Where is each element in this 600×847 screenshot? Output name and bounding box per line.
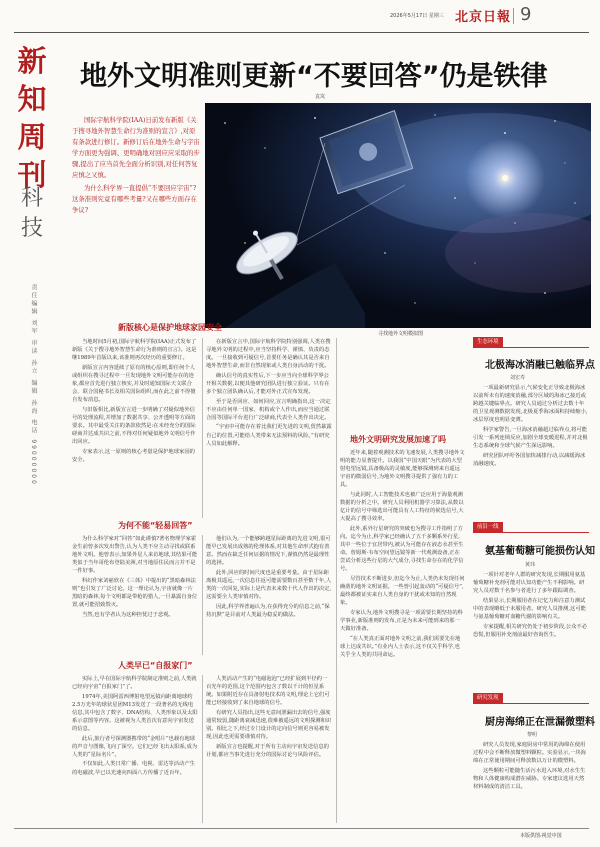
masthead — [0, 0, 600, 32]
photo-credit: 本版供图:视觉中国 — [520, 833, 562, 839]
section-subname — [12, 184, 52, 244]
image-caption: 寻找地外文明模拟图 — [378, 331, 424, 337]
sidebar-tag: 研究发现 — [473, 693, 503, 703]
intro-paragraph: 国际宇航科学院(IAA)日前发布新版《关于搜寻地外智慧生命行为准则的宣言》,对原有条款进行修订。新修订后在地外生命与宇宙学方面更为强调、更明确地对回应应采取的步骤,提出了应当首先全面分析识别,对任何答复应慎之又慎。 — [72, 116, 200, 179]
column-divider — [202, 535, 203, 655]
sidebar-author: 刘宏寿 — [510, 375, 526, 381]
sidebar-headline: 氨基葡萄糖可能损伤认知 — [485, 546, 595, 557]
tag-rule — [473, 347, 589, 348]
section-char: 新 — [17, 44, 47, 78]
masthead-rule — [14, 32, 589, 33]
subheading-3: 人类早已“自报家门” — [118, 661, 193, 670]
column-divider — [202, 675, 203, 823]
body-column: 近年来,随着观测技术的飞速发展,人类搜寻地外文明的能力显著提升。以我国“中国天眼”为代表的大型射电望远镜,具备极高的灵敏度,能够探测到来自遥远宇宙的微弱信号,为地外文明搜寻提供了强有力的工具。 与此同时,人工智能技术也被广泛应用于海量观测数据的分析之中。研究人员利用机器学习算法,从数以亿计的信号中筛选出可能具有人工特征的候选信号,大大提高了搜寻效率。 此外,系外行星研究的突破也为搜寻工作指明了方向。迄今为止,科学家已经确认了五千多颗系外行星,其中一些位于宜居带内,被认为可能存在液态水甚至生命。詹姆斯·韦布空间望远镜等新一代观测设备,正在尝试分析这些行星的大气成分,寻找生命存在的化学信号。 尽管技术不断进步,但迄今为止,人类仍未发现任何确凿的地外文明证据。一些曾引起轰动的“可疑信号”,最终都被证实来自人类自身的干扰或未知的自然现象。 专家认为,地外文明搜寻是一项需要长期坚持的科学事业,新版准则的发布,正是为未来可能到来的那一天做好准备。 “在人类真正面对地外文明之前,我们需要先在地球上达成共识。”有业内人士表示,这不仅关乎科学,也关乎全人类的共同命运。 — [340, 450, 465, 658]
sidebar-body: 研究人员发现,家庭厨房中常用的海绵在使用过程中会不断释放微塑料颗粒。实验显示,一块海绵在正常使用期间可释放数以万计的微塑料。 这些颗粒可能随生活污水进入环境,对水生生物和人体健康构成潜在威胁。专家建议选用天然材料制成的清洁工具。 — [473, 742, 586, 790]
space-scene-illustration — [205, 103, 591, 328]
issue-date: 2026年5月17日 星期三 — [390, 13, 444, 19]
bottom-rule — [14, 828, 589, 829]
masthead-divider — [513, 8, 514, 24]
sidebar-headline: 厨房海绵正在泄漏微塑料 — [485, 717, 595, 728]
section-sub-char: 科 — [20, 186, 43, 211]
section-char: 知 — [17, 82, 47, 116]
hero-image — [205, 103, 591, 328]
section-band — [12, 34, 54, 814]
section-char: 刊 — [17, 158, 47, 192]
page-number: 9 — [520, 4, 532, 25]
headline: 地外文明准则更新“不要回答”仍是铁律 — [80, 61, 548, 92]
body-column: 实际上,早在国际宇航科学院制定准则之前,人类就已经向宇宙“自报家门”了。 1974年,美国阿雷西博射电望远镜向距离地球约2.5万光年的球状星团M13发送了一段著名的无线电信息,其中包含了数字、DNA结构、人类形象以及太阳系示意图等内容。这被视为人类首次有意向宇宙发送的信息。 此后,旅行者号探测器携带的“金唱片”也载有地球的声音与图像,飞向了深空。它们已经飞出太阳系,成为人类的“星际名片”。 不仅如此,人类日常广播、电视、雷达等活动产生的电磁波,早已以光速向四面八方传播了近百年。 — [72, 676, 198, 776]
section-name — [12, 42, 52, 192]
body-column: 为什么科学家对“回答”如此谨慎?著名物理学家霍金生前曾多次发出警告,认为人类不应主动寻找或联系地外文明。他曾表示,如果外星人来访地球,其结果可能类似于当年哥伦布登陆美洲,对当地原住民而言并不是一件好事。 科幻作家刘慈欣在《三体》中提出的“黑暗森林法则”也引发了广泛讨论。这一理论认为,宇宙就像一片黑暗的森林,每个文明都是带枪的猎人,一旦暴露自身位置,就可能招致毁灭。 当然,也有学者认为这种担忧过于悲观。 — [72, 536, 198, 618]
byline: 袁岚 — [315, 94, 326, 100]
section-sub-char: 技 — [20, 216, 43, 241]
sidebar-body: 一项最新研究显示,气候变化正导致北极海冰以前所未有的速度消融,部分区域的海冰已接近或跨越关键临界点。研究人员通过分析过去数十年的卫星观测数据发现,北极夏季海冰面积持续缩小,冰层厚度也明显变薄。 科学家警告,一旦海冰消融超过临界点,将可能引发一系列连锁反应,加剧全球变暖进程,并对北极生态系统和全球气候产生深远影响。 研究团队呼吁各国加快减排行动,以减缓海冰消融速度。 — [473, 385, 588, 467]
newspaper-logo: 北京日報 — [455, 10, 512, 25]
sidebar-body: 一项针对老年人群的研究发现,长期服用氨基葡萄糖补充剂可能对认知功能产生不利影响。研究人员对数千名参与者进行了多年跟踪调查。 结果显示,长期服用者在记忆力和注意力测试中的表现略低于未服用者。研究人员推测,这可能与氨基葡萄糖对血糖代谢的影响有关。 专家提醒,相关研究仍处于初步阶段,公众不必恐慌,但服用补充剂前最好咨询医生。 — [473, 572, 588, 638]
body-column: 他们认为,一个能够跨越星际距离的先进文明,很可能早已发展出成熟的伦理体系,对其他生命形式抱有善意。然而在缺乏任何证据的情况下,谨慎仍然是最理性的选择。 此外,回应的时间尺度也是重要考量。由于星际距离极其遥远,一次信息往返可能需要数百甚至数千年,人类的一次回复,实际上是代表未来数十代人作出的决定,这需要全人类审慎对待。 因此,科学界普遍认为,在获得充分的信息之前,“保持沉默”是目前对人类最为稳妥的做法。 — [206, 536, 332, 618]
section-char: 周 — [17, 120, 47, 154]
body-column: 在新版宣言中,国际宇航科学院特别强调,人类在搜寻地外文明的过程中,应当坚持科学、谨慎、负责的态度。一旦接收到可疑信号,首要任务是确认其是否来自地外智慧生命,而非自然现象或人类自身活动的干扰。 确认信号的真实性后,下一步应当向全球科学界公开相关数据,以便其他研究团队进行独立验证。只有在多个独立团队确认后,才能对外正式宣布发现。 至于是否回应、如何回应,宣言明确指出,这一决定不应由任何单一国家、机构或个人作出,而应当通过联合国等国际平台进行广泛磋商,代表全人类作出决定。 “宇宙中可能存在着比我们更先进的文明,贸然暴露自己的位置,可能给人类带来无法预料的风险。”有研究人员如此解释。 — [206, 339, 332, 447]
sidebar-headline: 北极海冰消融已触临界点 — [485, 360, 595, 371]
body-column: 人类活动产生的“电磁泡泡”已经扩展到半径约一百光年的范围,这个范围内包含了数以千计的恒星系统。如果附近存在具备射电技术的文明,理论上它们可能已经接收到了来自地球的信号。 有研究人员指出,这些无意间泄漏出去的信号,强度通常较弱,随距离衰减迅速,很难被遥远的文明探测和识别。相比之下,经过专门设计的定向信号则更容易被发现,因此也更需要谨慎对待。 新版宣言也提醒,对于所有主动向宇宙发送信息的计划,都应当事先进行充分的国际讨论与风险评估。 — [206, 676, 332, 758]
editor-info: 责任编辑 刘军 审读 孙立 编辑 孙海 电话 99000000 — [30, 284, 37, 486]
column-divider — [336, 338, 337, 823]
intro-paragraph: 为什么科学界一直提倡“不要回应宇宙”?这条准则究竟有哪些考量?又在哪些方面存在争议? — [72, 184, 197, 214]
subheading-1: 新版核心是保护地球家园安全 — [118, 323, 222, 332]
subheading-2: 为何不能“轻易回答” — [118, 521, 193, 530]
sidebar-tag: 生态环境 — [473, 337, 503, 347]
article-intro — [72, 115, 200, 305]
sidebar-tag: 前沿一线 — [473, 522, 503, 532]
sidebar-author: 黄玮 — [525, 562, 536, 568]
sidebar-author: 黎明 — [527, 732, 538, 738]
tag-rule — [473, 532, 589, 533]
body-column: 当地时间5月初,国际宇航科学院(IAA)正式发布了新版《关于搜寻地外智慧生命行为准则的宣言》。这是继1989年首版以来,该准则再次经历的重要修订。 新版宣言内容延续了原有的核心原则,即任何个人或组织在搜寻过程中一旦发现地外文明可能存在的迹象,都应首先进行独立核实,并及时通知国际天文联合会、联合国秘书长及相关国际组织,而在此之前不得擅自发布消息。 与旧版相比,新版宣言进一步明确了对疑似地外信号的处理流程,并增加了数据共享、公开透明等方面的要求。其中最受关注的条款依然是:在未经充分的国际磋商并达成共识之前,不得对任何疑似地外文明信号作出回应。 专家表示,这一原则的核心考量是保护地球家园的安全。 — [72, 339, 197, 463]
column-divider — [202, 338, 203, 518]
tag-rule — [473, 703, 589, 704]
subheading-4: 地外文明研究发展加速了吗 — [350, 435, 446, 444]
